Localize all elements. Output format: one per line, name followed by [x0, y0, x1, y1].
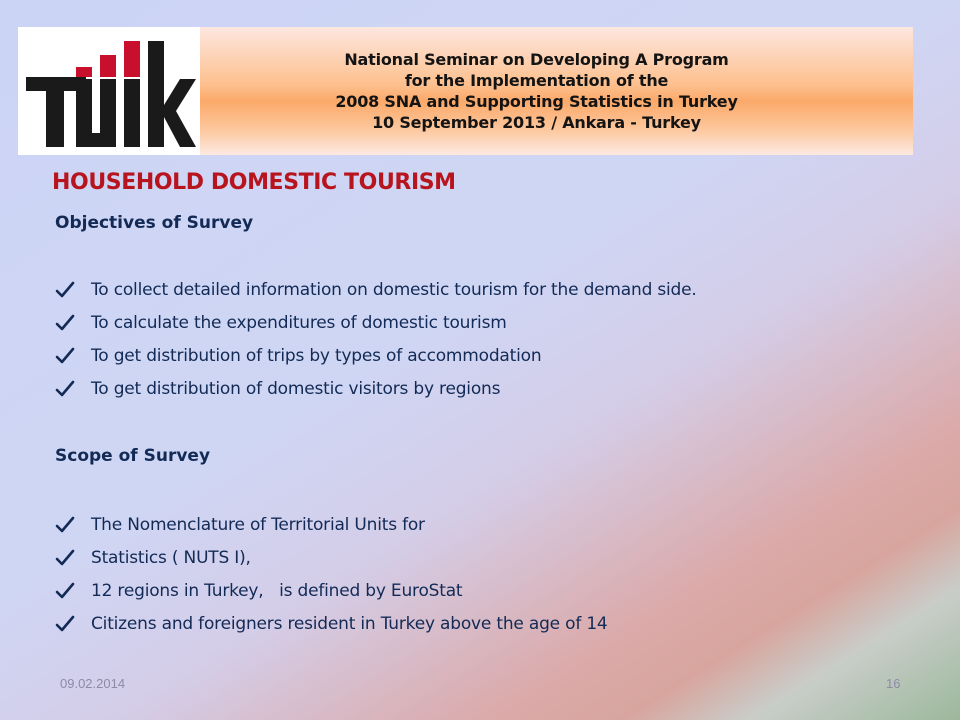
- check-icon: [55, 515, 75, 535]
- slide-title: HOUSEHOLD DOMESTIC TOURISM: [52, 170, 456, 195]
- check-icon: [55, 280, 75, 300]
- scope-text: 12 regions in Turkey, is defined by EuroStat: [91, 580, 463, 601]
- seminar-title-line-2: for the Implementation of the: [404, 71, 669, 90]
- scope-text: Citizens and foreigners resident in Turkey above the age of 14: [91, 613, 608, 634]
- check-icon: [55, 614, 75, 634]
- list-item: [55, 607, 608, 640]
- check-icon: [55, 379, 75, 399]
- seminar-title-line-3: 2008 SNA and Supporting Statistics in Turkey: [335, 92, 738, 111]
- footer-date: 09.02.2014: [60, 676, 126, 691]
- seminar-title-block: [200, 27, 913, 155]
- seminar-title-line-4: 10 September 2013 / Ankara - Turkey: [372, 113, 701, 132]
- tuik-logo-icon: [18, 27, 200, 155]
- objectives-list: [55, 273, 697, 405]
- seminar-title-line-1: National Seminar on Developing A Program: [344, 50, 729, 69]
- objectives-heading: Objectives of Survey: [55, 213, 254, 233]
- check-icon: [55, 581, 75, 601]
- check-icon: [55, 313, 75, 333]
- list-item: [55, 273, 697, 306]
- objective-text: To collect detailed information on domestic tourism for the demand side.: [91, 279, 697, 300]
- objective-text: To calculate the expenditures of domestic tourism: [91, 312, 507, 333]
- check-icon: [55, 548, 75, 568]
- list-item: [55, 541, 608, 574]
- scope-text: The Nomenclature of Territorial Units for: [91, 514, 425, 535]
- list-item: [55, 508, 608, 541]
- objective-text: To get distribution of trips by types of accommodation: [91, 345, 542, 366]
- list-item: [55, 339, 697, 372]
- scope-heading: Scope of Survey: [55, 446, 211, 466]
- header-banner: [18, 27, 913, 155]
- scope-text: Statistics ( NUTS I),: [91, 547, 251, 568]
- page-number: 16: [886, 676, 901, 691]
- list-item: [55, 574, 608, 607]
- objective-text: To get distribution of domestic visitors by regions: [91, 378, 501, 399]
- scope-list: [55, 508, 608, 640]
- check-icon: [55, 346, 75, 366]
- list-item: [55, 306, 697, 339]
- tuik-logo: [18, 27, 200, 155]
- list-item: [55, 372, 697, 405]
